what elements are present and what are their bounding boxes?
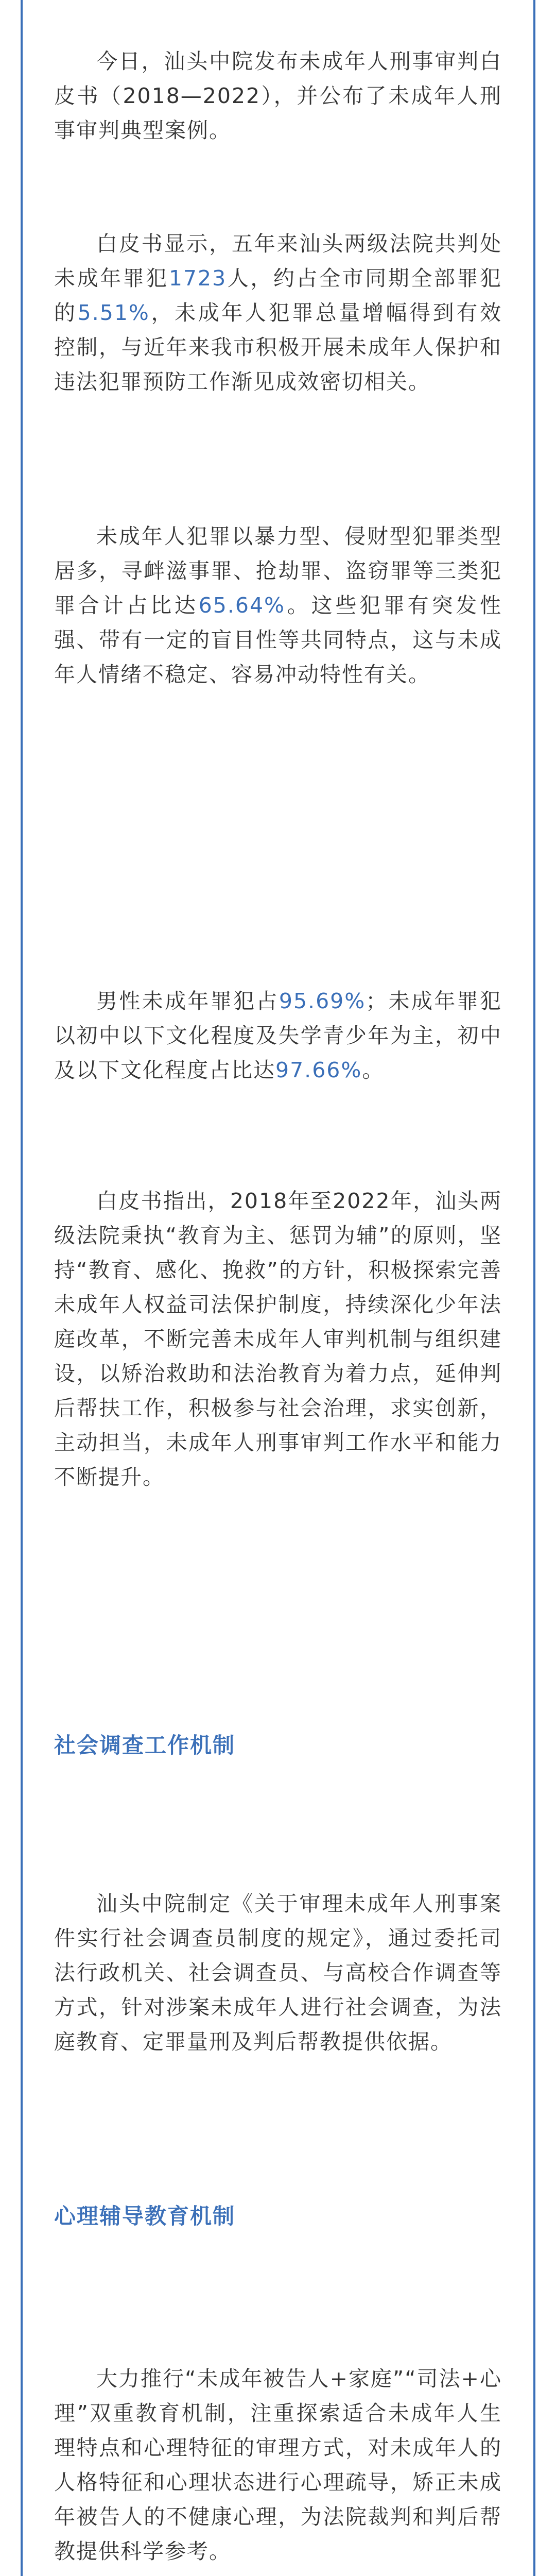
stat-offender-ratio: 5.51% — [77, 300, 150, 325]
stat-crime-type-ratio: 65.64% — [198, 593, 286, 618]
paragraph-whitepaper-stats: 白皮书显示，五年来汕头两级法院共判处未成年罪犯1723人，约占全市同期全部罪犯的5.51%，未成年人犯罪总量增幅得到有效控制，与近年来我市积极开展未成年人保护和违法犯罪预防工作渐见成效密切相关。 — [54, 231, 502, 394]
stat-male-ratio: 95.69% — [279, 989, 366, 1013]
section-body-social-investigation: 汕头中院制定《关于审理未成年人刑事案件实行社会调查员制度的规定》，通过委托司法行政机关、社会调查员、与高校合作调查等方式，针对涉案未成年人进行社会调查，为法庭教育、定罪量刑及判后帮教提供依据。 — [54, 1891, 502, 2054]
paragraph-demographics: 男性未成年罪犯占95.69%；未成年罪犯以初中以下文化程度及失学青少年为主，初中及以下文化程度占比达97.66%。 — [54, 989, 502, 1082]
frame-border-right — [533, 0, 535, 2576]
paragraph-crime-types: 未成年人犯罪以暴力型、侵财型犯罪类型居多，寻衅滋事罪、抢劫罪、盗窃罪等三类犯罪合计占比达65.64%。这些犯罪有突发性强、带有一定的盲目性等共同特点，这与未成年人情绪不稳定、容易冲动特性有关。 — [54, 524, 502, 687]
section-title-psychological: 心理辅导教育机制 — [54, 2204, 236, 2229]
paragraph-intro: 今日，汕头中院发布未成年人刑事审判白皮书（2018—2022），并公布了未成年人刑事审判典型案例。 — [54, 49, 502, 143]
stat-education-ratio: 97.66% — [275, 1058, 362, 1082]
section-title-social-investigation: 社会调查工作机制 — [54, 1733, 236, 1758]
frame-border-left — [21, 0, 23, 2576]
section-body-psychological: 大力推行“未成年被告人+家庭”“司法+心理”双重教育机制，注重探索适合未成年人生理特点和心理特征的审理方式，对未成年人的人格特征和心理状态进行心理疏导，矫正未成年被告人的不健康心理，为法院裁判和判后帮教提供科学参考。 — [54, 2366, 502, 2564]
stat-total-offenders: 1723 — [168, 266, 227, 291]
paragraph-principles: 白皮书指出，2018年至2022年，汕头两级法院秉执“教育为主、惩罚为辅”的原则，坚持“教育、感化、挽救”的方针，积极探索完善未成年人权益司法保护制度，持续深化少年法庭改革，不断完善未成年人审判机制与组织建设，以矫治救助和法治教育为着力点，延伸判后帮扶工作，积极参与社会治理，求实创新，主动担当，未成年人刑事审判工作水平和能力不断提升。 — [54, 1189, 502, 1489]
